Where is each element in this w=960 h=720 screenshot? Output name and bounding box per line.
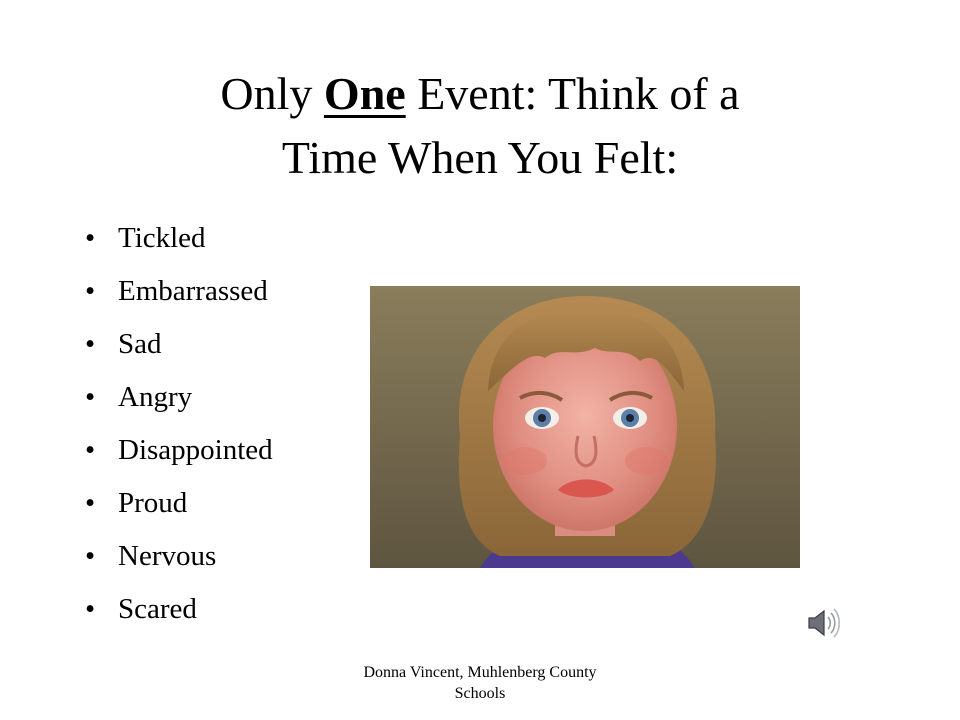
title-text-after: Event: Think of a [405, 68, 740, 119]
footer-line-2: Schools [454, 685, 506, 702]
list-item: • Angry [85, 371, 273, 424]
footer-line-1: Donna Vincent, Muhlenberg County [363, 664, 597, 681]
title-emphasis: One [323, 68, 406, 119]
list-item: • Proud [85, 477, 273, 530]
list-item: • Tickled [85, 212, 273, 265]
speaker-icon[interactable] [806, 606, 842, 640]
title-line-2: Time When You Felt: [281, 132, 679, 183]
list-item: • Scared [85, 583, 273, 636]
feelings-list [85, 212, 273, 636]
footer-credit [320, 662, 640, 704]
list-item: • Embarrassed [85, 265, 273, 318]
sad-child-photo [370, 286, 800, 568]
slide-title [0, 62, 960, 190]
list-item: • Disappointed [85, 424, 273, 477]
list-item: • Sad [85, 318, 273, 371]
title-text-before: Only [220, 68, 324, 119]
list-item: • Nervous [85, 530, 273, 583]
